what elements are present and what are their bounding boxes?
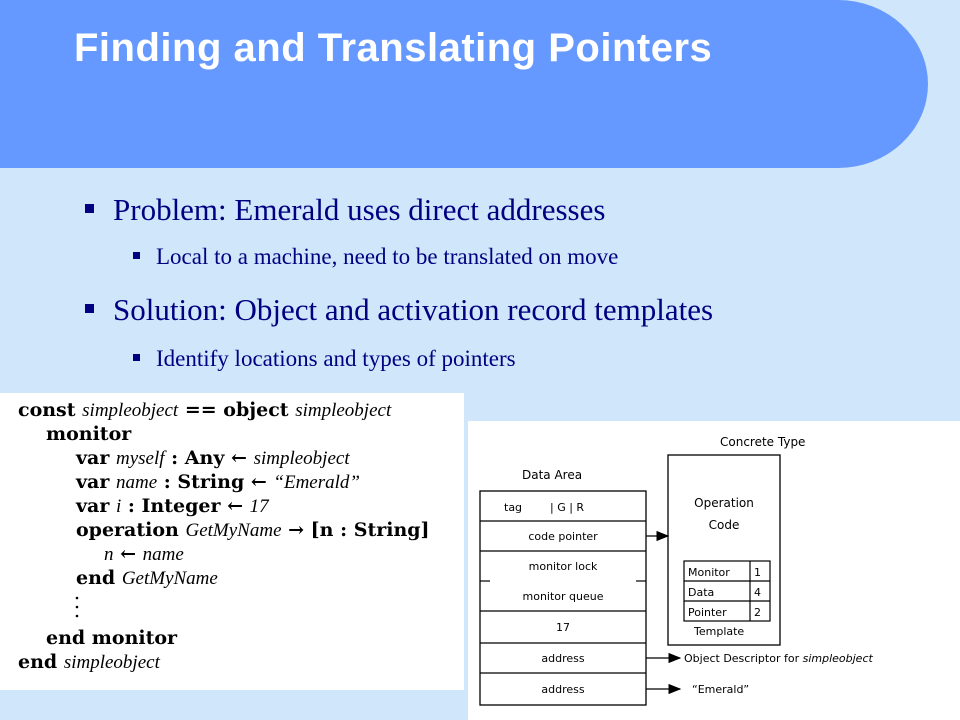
- vertical-ellipsis-icon: [74, 595, 80, 621]
- operation-label: Operation: [694, 496, 754, 510]
- title-banner: [0, 0, 928, 168]
- concrete-type-label: Concrete Type: [720, 435, 806, 449]
- template-row-value: 4: [754, 586, 761, 599]
- square-bullet-icon: [85, 204, 94, 213]
- sub-bullet-text: Local to a machine, need to be translated on move: [156, 244, 619, 269]
- code-label: Code: [708, 518, 740, 532]
- template-row-value: 2: [754, 606, 761, 619]
- template-label: Template: [694, 625, 745, 638]
- code-line: n ← name: [104, 543, 184, 565]
- square-bullet-icon: [133, 252, 140, 259]
- descriptor-label: Object Descriptor for simpleobject: [684, 652, 873, 665]
- data-cell-17: 17: [556, 621, 570, 634]
- emerald-string-label: “Emerald”: [692, 683, 750, 696]
- code-line: operation GetMyName → [n : String]: [76, 519, 430, 541]
- sub-bullet-identify: [133, 346, 516, 372]
- code-listing: [0, 393, 464, 690]
- code-line: end monitor: [46, 627, 178, 649]
- bullet-text: Problem: Emerald uses direct addresses: [113, 192, 606, 227]
- code-line: var myself : Any ← simpleobject: [76, 447, 350, 469]
- sub-bullet-local: [133, 244, 618, 270]
- memory-layout-diagram: [468, 421, 960, 720]
- data-cell-address: address: [541, 683, 585, 696]
- code-line: end simpleobject: [18, 651, 160, 673]
- code-line: var i : Integer ← 17: [76, 495, 269, 517]
- memory-diagram-svg: [468, 421, 960, 720]
- template-row-name: Data: [688, 586, 715, 599]
- template-row-value: 1: [754, 566, 761, 579]
- bullet-text: Solution: Object and activation record templates: [113, 292, 714, 327]
- square-bullet-icon: [85, 304, 94, 313]
- code-line: const simpleobject == object simpleobject: [18, 399, 392, 421]
- slide-title: Finding and Translating Pointers: [74, 26, 713, 70]
- template-row-name: Monitor: [688, 566, 730, 579]
- data-cell-tag: tag | G | R: [504, 501, 585, 514]
- sub-bullet-text: Identify locations and types of pointers: [156, 346, 516, 371]
- data-area-cells: [480, 491, 646, 705]
- code-line: end GetMyName: [76, 567, 218, 589]
- square-bullet-icon: [133, 354, 140, 361]
- data-cell-code-pointer: code pointer: [528, 530, 598, 543]
- template-table: [684, 561, 770, 621]
- data-area-label: Data Area: [522, 468, 583, 482]
- data-cell-monitor-lock: monitor lock: [528, 560, 598, 573]
- data-cell-monitor-queue: monitor queue: [522, 590, 604, 603]
- bullet-solution: [85, 292, 713, 328]
- data-cell-address: address: [541, 652, 585, 665]
- code-line: monitor: [46, 423, 132, 445]
- code-line: var name : String ← “Emerald”: [76, 471, 360, 493]
- bullet-problem: [85, 192, 605, 228]
- template-row-name: Pointer: [688, 606, 727, 619]
